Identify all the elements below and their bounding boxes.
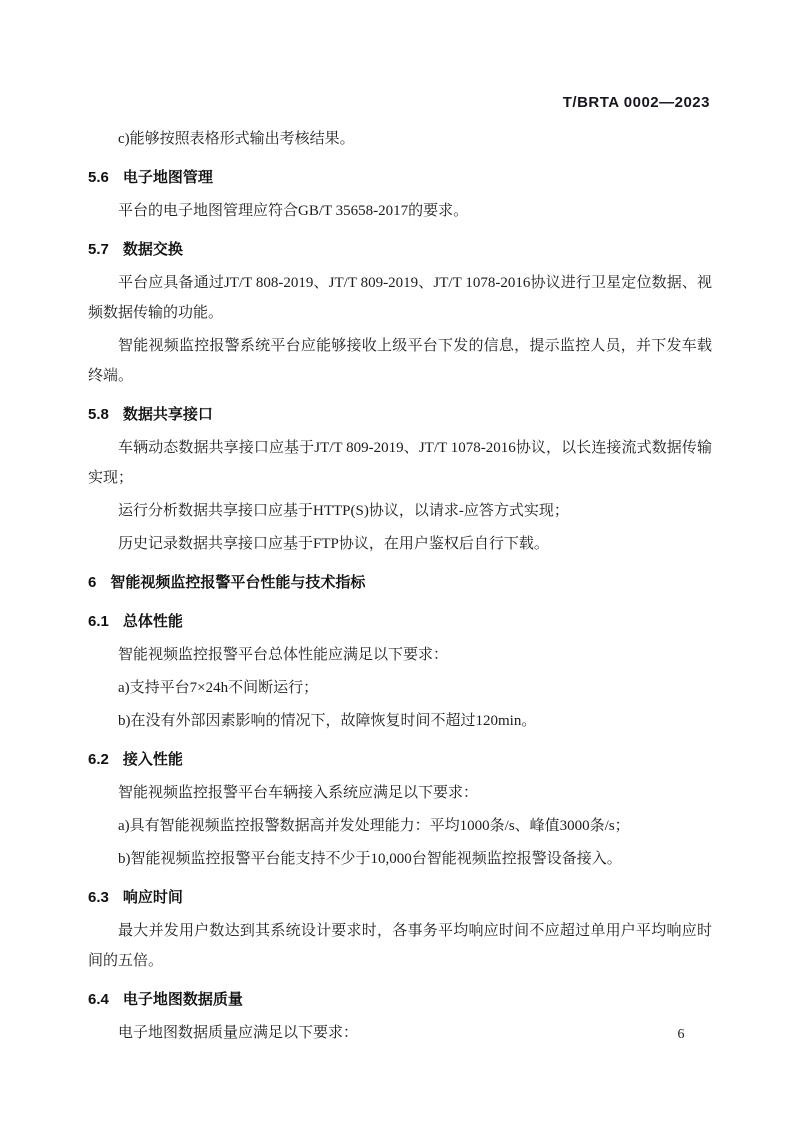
doc-code: T/BRTA 0002—2023	[562, 94, 710, 111]
heading-number: 5.8	[88, 406, 109, 423]
paragraph-5-7-2: 智能视频监控报警系统平台应能够接收上级平台下发的信息，提示监控人员，并下发车载终端。	[88, 338, 712, 384]
heading-title: 总体性能	[122, 613, 183, 630]
heading-number: 6.2	[88, 751, 109, 768]
heading-number: 6.1	[88, 613, 109, 630]
heading-title: 数据共享接口	[122, 406, 213, 423]
paragraph-6-2: 智能视频监控报警平台车辆接入系统应满足以下要求：	[118, 785, 479, 801]
heading-title: 数据交换	[122, 241, 183, 258]
paragraph-5-8-1: 车辆动态数据共享接口应基于JT/T 809-2019、JT/T 1078-2016协议，以长连接流式数据传输实现；	[88, 440, 712, 486]
heading-title: 电子地图管理	[122, 169, 213, 186]
list-item-6-1-a: a)支持平台7×24h不间断运行；	[118, 680, 319, 696]
heading-number: 6.3	[88, 889, 109, 906]
chapter-heading-6	[88, 568, 712, 598]
heading-title: 电子地图数据质量	[122, 991, 243, 1008]
section-heading-5-7	[88, 235, 712, 265]
paragraph-5-8-3: 历史记录数据共享接口应基于FTP协议，在用户鉴权后自行下载。	[118, 536, 549, 552]
paragraph-6-1: 智能视频监控报警平台总体性能应满足以下要求：	[118, 647, 449, 663]
section-heading-6-2	[88, 745, 712, 775]
paragraph-5-6: 平台的电子地图管理应符合GB/T 35658-2017的要求。	[118, 203, 469, 219]
page-body	[88, 124, 712, 1051]
section-heading-6-1	[88, 607, 712, 637]
list-item-6-2-b: b)智能视频监控报警平台能支持不少于10,000台智能视频监控报警设备接入。	[118, 851, 622, 867]
heading-number: 5.6	[88, 169, 109, 186]
heading-title: 智能视频监控报警平台性能与技术指标	[110, 574, 366, 591]
list-item-6-1-b: b)在没有外部因素影响的情况下，故障恢复时间不超过120min。	[118, 713, 537, 729]
heading-number: 6.4	[88, 991, 109, 1008]
list-item-6-2-a: a)具有智能视频监控报警数据高并发处理能力：平均1000条/s、峰值3000条/s；	[118, 818, 630, 834]
heading-number: 5.7	[88, 241, 109, 258]
section-heading-5-8	[88, 400, 712, 430]
paragraph-6-4: 电子地图数据质量应满足以下要求：	[118, 1025, 359, 1041]
section-heading-6-3	[88, 883, 712, 913]
heading-number: 6	[88, 574, 97, 591]
section-heading-6-4	[88, 985, 712, 1015]
section-heading-5-6	[88, 163, 712, 193]
page-header	[88, 94, 710, 112]
page-number: 6	[677, 1027, 685, 1042]
paragraph-6-3: 最大并发用户数达到其系统设计要求时，各事务平均响应时间不应超过单用户平均响应时间的五倍。	[88, 923, 712, 969]
heading-title: 接入性能	[122, 751, 183, 768]
paragraph-5-8-2: 运行分析数据共享接口应基于HTTP(S)协议，以请求-应答方式实现；	[118, 503, 569, 519]
list-item-c: c)能够按照表格形式输出考核结果。	[118, 131, 355, 147]
heading-title: 响应时间	[122, 889, 183, 906]
paragraph-5-7-1: 平台应具备通过JT/T 808-2019、JT/T 809-2019、JT/T 1078-2016协议进行卫星定位数据、视频数据传输的功能。	[88, 275, 712, 321]
